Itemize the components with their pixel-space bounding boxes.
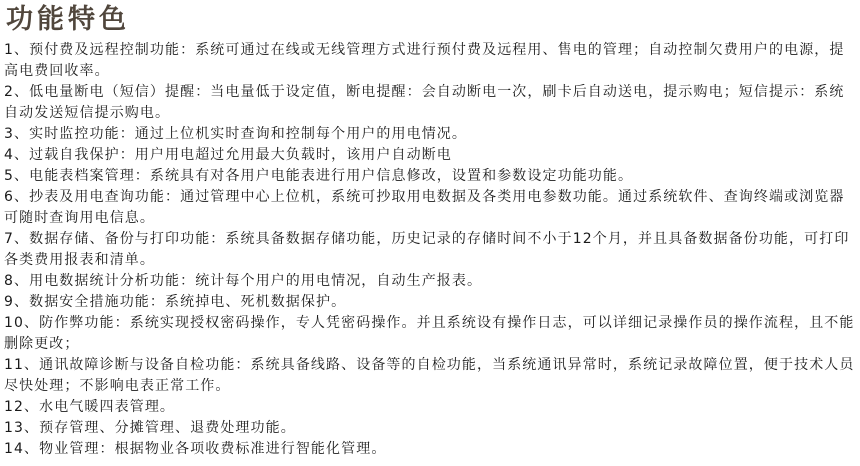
- feature-item-2: 2、低电量断电（短信）提醒：当电量低于设定值，断电提醒：会自动断电一次，刷卡后自动送电，提示购电；短信提示：系统自动发送短信提示购电。: [4, 84, 845, 121]
- page-title: 功能特色: [6, 4, 130, 35]
- feature-item-7: 7、数据存储、备份与打印功能：系统具备数据存储功能，历史记录的存储时间不小于12个月，并且具备数据备份功能，可打印各类费用报表和清单。: [4, 231, 850, 268]
- feature-item-5: 5、电能表档案管理：系统具有对各用户电能表进行用户信息修改，设置和参数设定功能功能。: [4, 168, 634, 184]
- feature-item-10: 10、防作弊功能：系统实现授权密码操作，专人凭密码操作。并且系统设有操作日志，可以详细记录操作员的操作流程，且不能删除更改；: [4, 315, 855, 352]
- feature-item-11: 11、通讯故障诊断与设备自检功能：系统具备线路、设备等的自检功能，当系统通讯异常时，系统记录故障位置，便于技术人员尽快处理；不影响电表正常工作。: [4, 357, 855, 394]
- feature-item-12: 12、水电气暖四表管理。: [4, 399, 176, 415]
- feature-item-8: 8、用电数据统计分析功能：统计每个用户的用电情况，自动生产报表。: [4, 273, 483, 289]
- feature-list: [4, 40, 858, 460]
- feature-item-13: 13、预存管理、分摊管理、退费处理功能。: [4, 420, 296, 436]
- feature-item-1: 1、预付费及远程控制功能：系统可通过在线或无线管理方式进行预付费及远程用、售电的管理；自动控制欠费用户的电源，提高电费回收率。: [4, 42, 845, 79]
- feature-item-14: 14、物业管理：根据物业各项收费标准进行智能化管理。: [4, 441, 387, 457]
- feature-item-3: 3、实时监控功能：通过上位机实时查询和控制每个用户的用电情况。: [4, 126, 468, 142]
- feature-item-6: 6、抄表及用电查询功能：通过管理中心上位机，系统可抄取用电数据及各类用电参数功能。通过系统软件、查询终端或浏览器可随时查询用电信息。: [4, 189, 845, 226]
- feature-item-4: 4、过载自我保护：用户用电超过允用最大负载时，该用户自动断电: [4, 147, 452, 163]
- feature-item-9: 9、数据安全措施功能：系统掉电、死机数据保护。: [4, 294, 347, 310]
